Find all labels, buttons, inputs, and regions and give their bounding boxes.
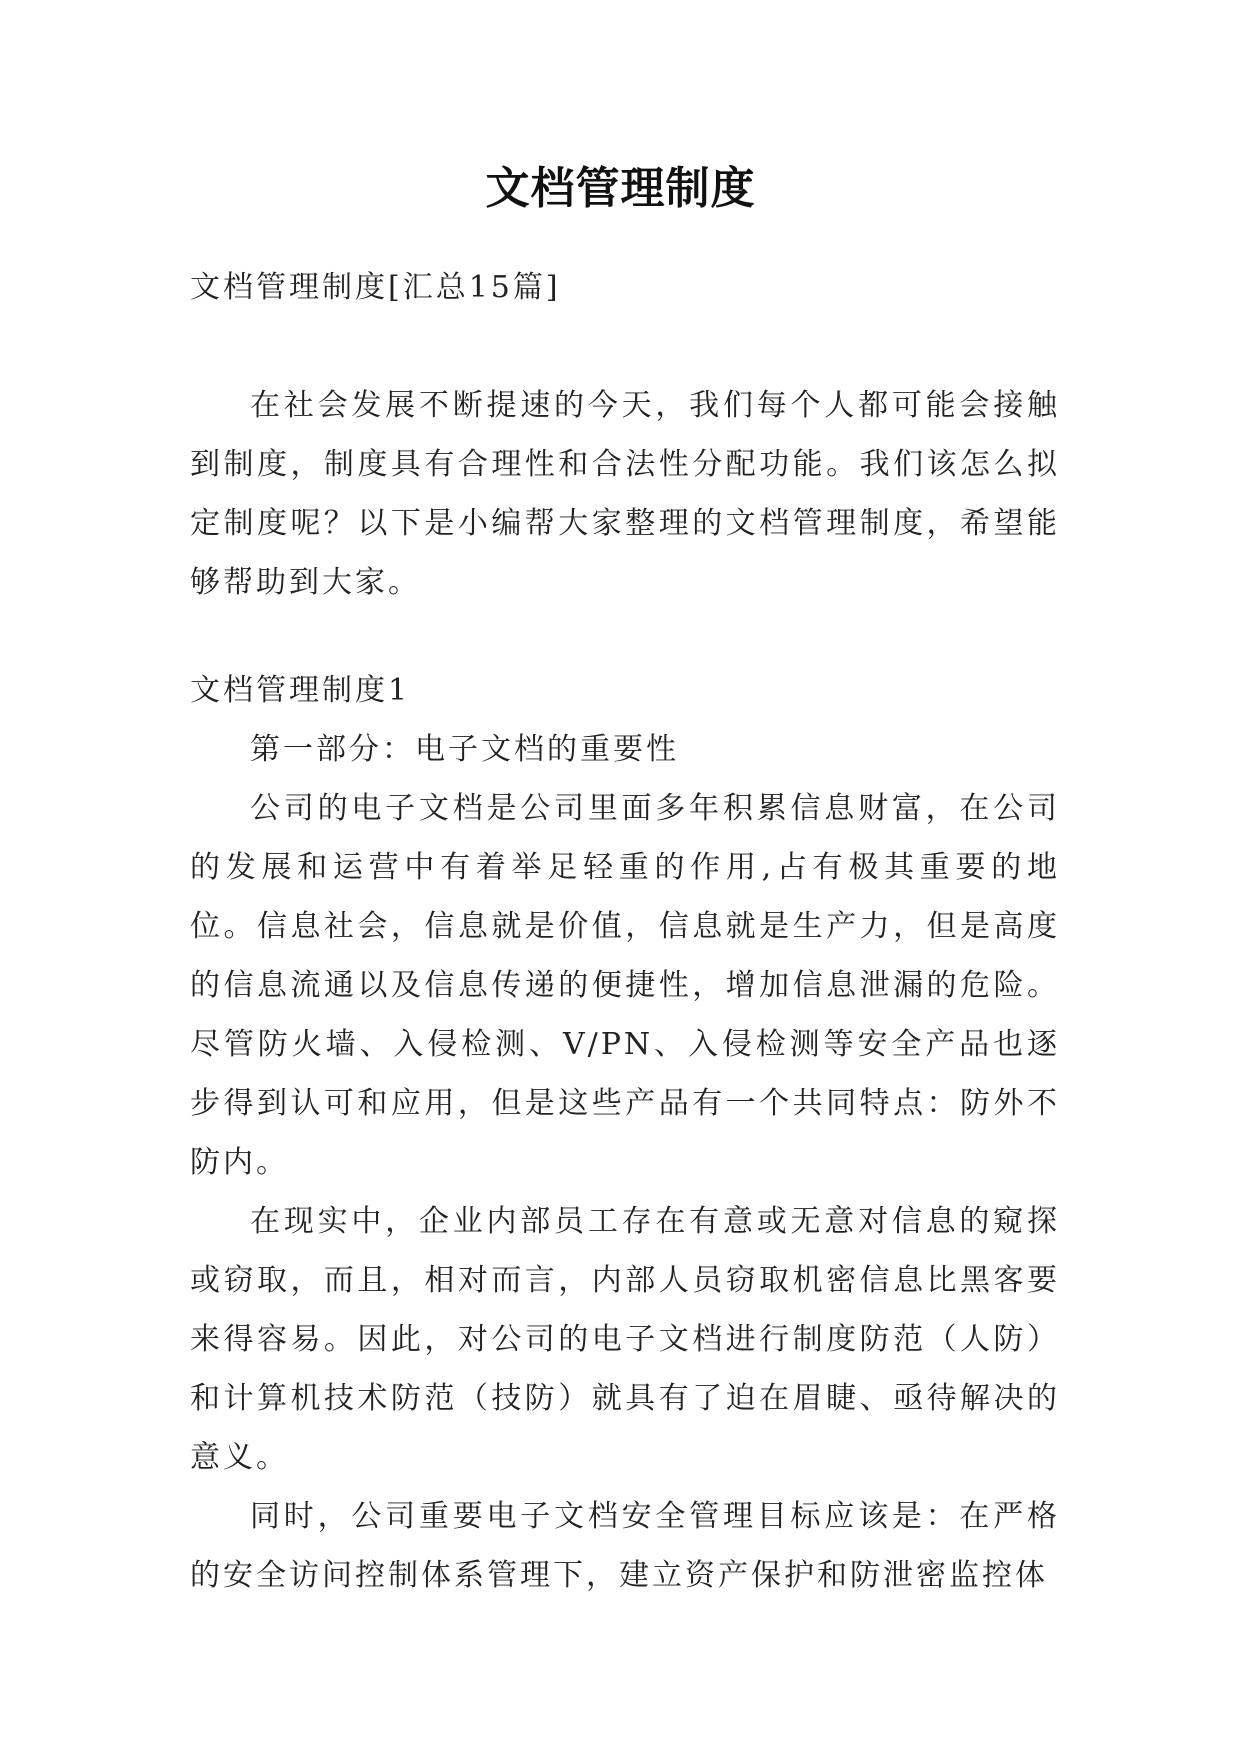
document-title: 文档管理制度 [485,163,756,214]
section-title: 文档管理制度1 [190,673,411,708]
body-paragraph: 同时，公司重要电子文档安全管理目标应该是：在严格的安全访问控制体系管理下，建立资产保护和防泄密监控体 [190,1499,1060,1593]
body-paragraph: 在现实中，企业内部员工存在有意或无意对信息的窥探或窃取，而且，相对而言，内部人员窃取机密信息比黑客要来得容易。因此，对公司的电子文档进行制度防范（人防）和计算机技术防范（技防）就具有了迫在眉睫、亟待解决的意义。 [190,1204,1060,1475]
intro-paragraph: 在社会发展不断提速的今天，我们每个人都可能会接触到制度，制度具有合理性和合法性分配功能。我们该怎么拟定制度呢？以下是小编帮大家整理的文档管理制度，希望能够帮助到大家。 [190,388,1060,600]
body-paragraph: 公司的电子文档是公司里面多年积累信息财富，在公司的发展和运营中有着举足轻重的作用,占有极其重要的地位。信息社会，信息就是价值，信息就是生产力，但是高度的信息流通以及信息传递的便捷性，增加信息泄漏的危险。尽管防火墙、入侵检测、V/PN、入侵检测等安全产品也逐步得到认可和应用，但是这些产品有一个共同特点：防外不防内。 [190,791,1060,1180]
document-subtitle: 文档管理制度[汇总15篇] [190,270,561,305]
section-heading: 第一部分：电子文档的重要性 [250,732,679,767]
document-body [190,258,1060,1605]
